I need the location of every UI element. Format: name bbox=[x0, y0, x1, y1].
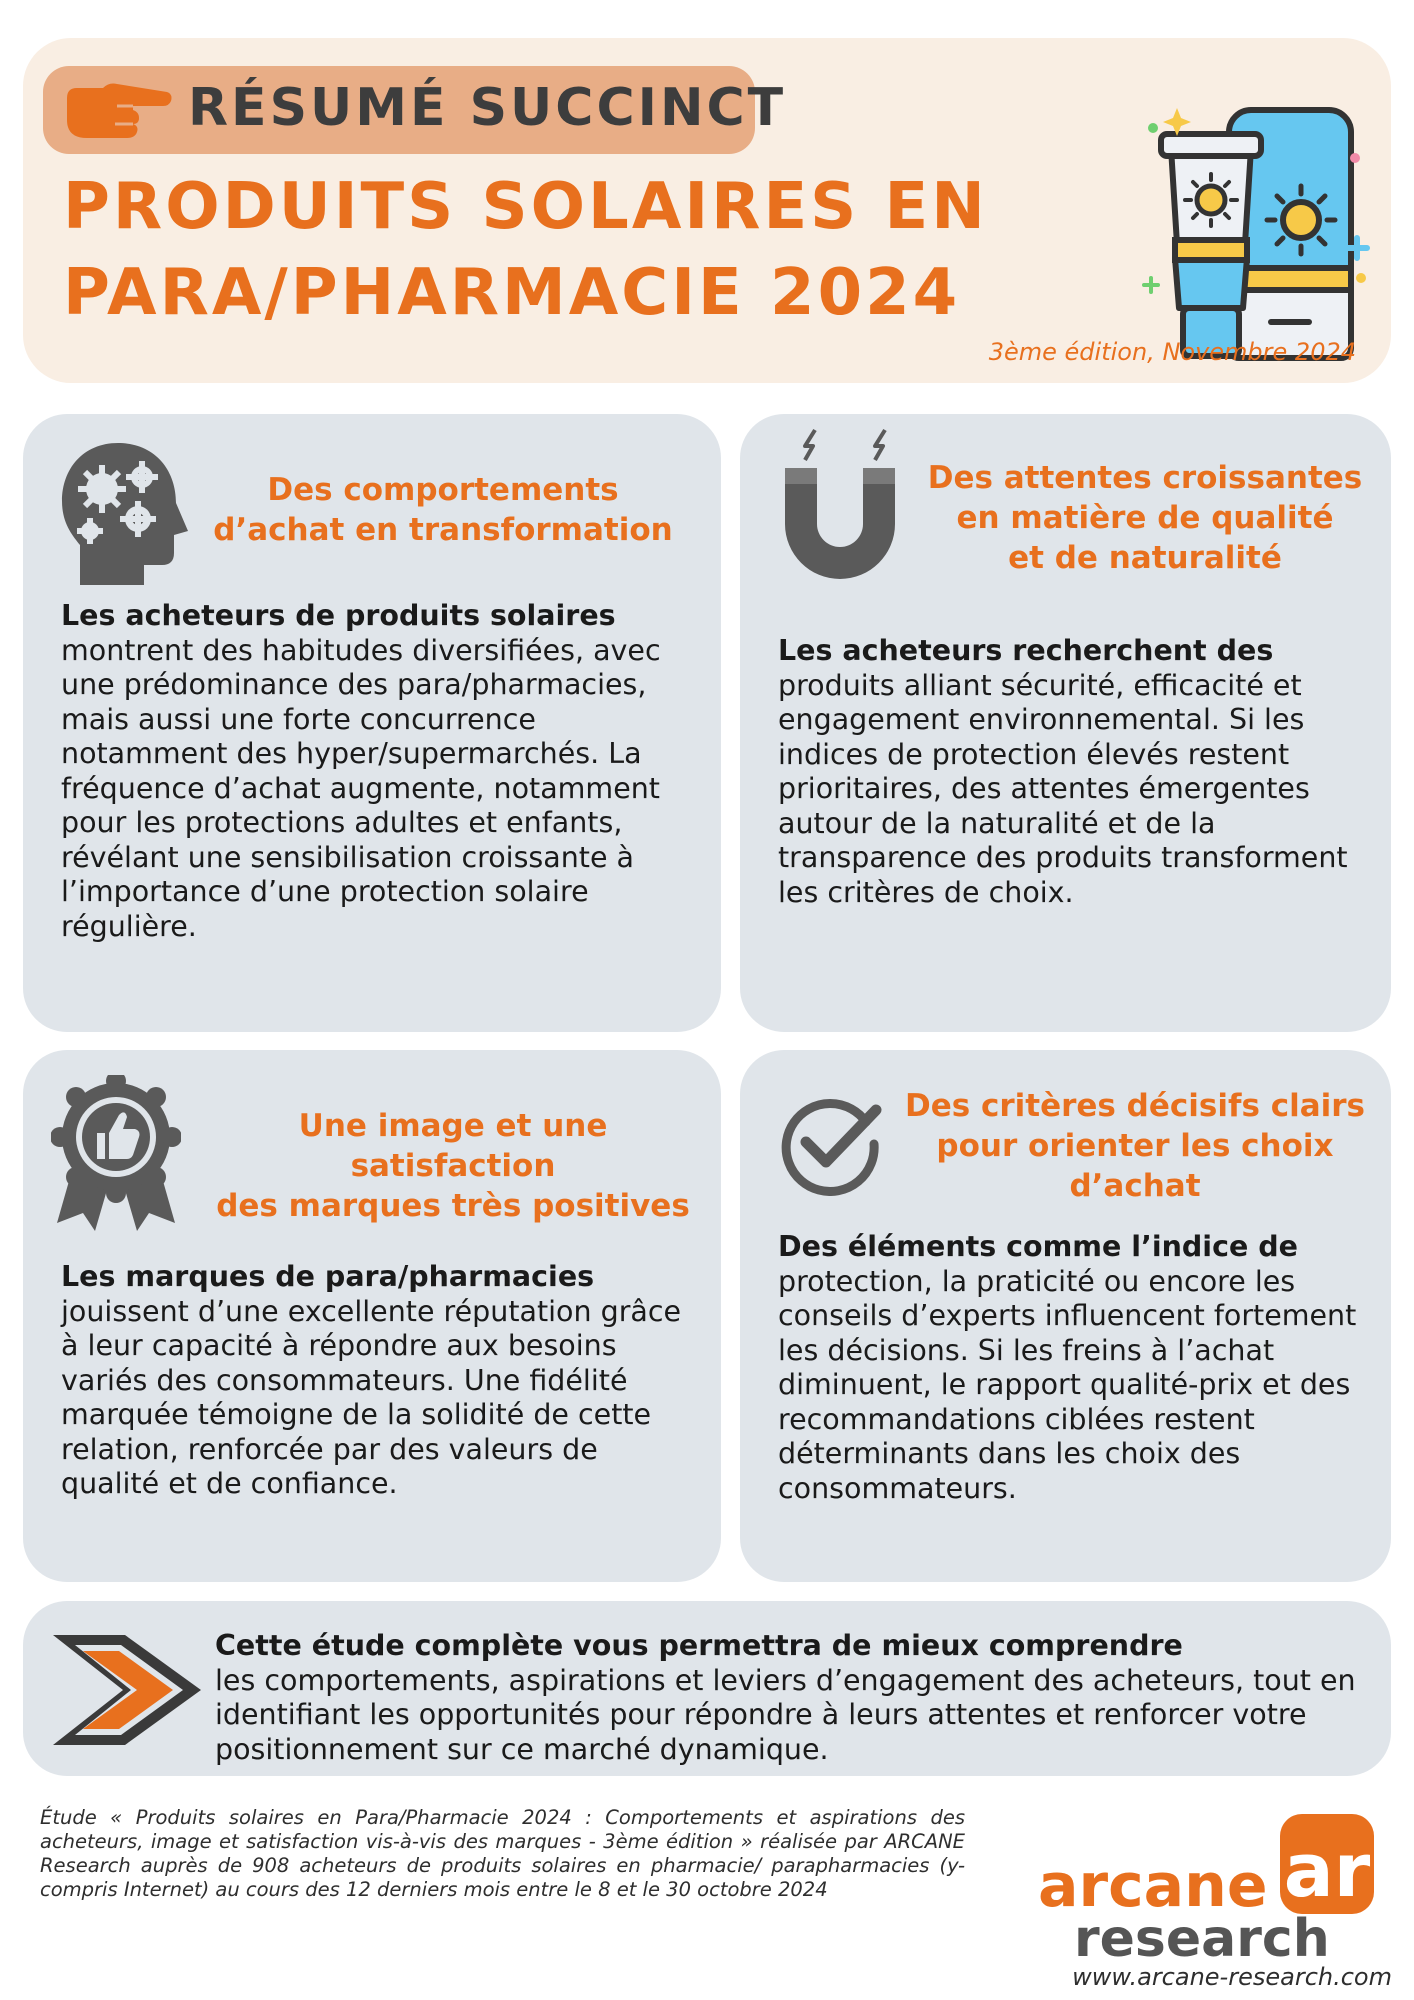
thumbs-up-badge-icon bbox=[51, 1075, 181, 1233]
card-decision-criteria-title: Des critères décisifs clairs pour orienter les choix d’achat bbox=[904, 1088, 1365, 1204]
arcane-research-logo bbox=[1038, 1810, 1378, 1975]
logo-word-research: research bbox=[1074, 1909, 1330, 1969]
logo-mark: ar bbox=[1283, 1828, 1371, 1914]
card-brand-image bbox=[23, 1050, 721, 1582]
study-footnote: Étude « Produits solaires en Para/Pharmacie 2024 : Comportements et aspirations des acheteurs, image et satisfaction vis-à-vis des marques - 3ème édition » réalisée par ARCANE Research auprès de 908 acheteurs de produits solaires en pharmacie/ parapharmacies (y-compris Internet) au cours des 12 derniers mois entre le 8 et le 30 octobre 2024 bbox=[40, 1806, 965, 1901]
summary-tag bbox=[43, 66, 787, 154]
page-title bbox=[63, 164, 1073, 336]
card-brand-image-lead: Les marques de para/pharmacies bbox=[61, 1260, 595, 1293]
conclusion-callout bbox=[23, 1601, 1391, 1776]
gears-head-icon bbox=[58, 439, 196, 589]
card-decision-criteria bbox=[740, 1050, 1391, 1582]
card-brand-image-text bbox=[61, 1260, 701, 1502]
page-title-line-1: PRODUITS SOLAIRES EN bbox=[63, 170, 988, 244]
card-quality-expectations bbox=[740, 414, 1391, 1032]
card-purchase-behaviour-text bbox=[61, 599, 701, 944]
check-circle-icon bbox=[778, 1092, 882, 1196]
conclusion-body: les comportements, aspirations et leviers d’engagement des acheteurs, tout en identifiant les opportunités pour répondre à leurs attentes et renforcer votre positionnement sur ce marché dynamique. bbox=[215, 1663, 1356, 1766]
conclusion-text bbox=[215, 1629, 1375, 1767]
card-decision-criteria-text bbox=[778, 1230, 1378, 1506]
website-link[interactable]: www.arcane-research.com bbox=[1072, 1963, 1392, 1991]
logo-word-arcane: arcane bbox=[1038, 1851, 1268, 1921]
card-decision-criteria-lead: Des éléments comme l’indice de bbox=[778, 1230, 1298, 1263]
header-banner bbox=[23, 38, 1391, 383]
edition-label: 3ème édition, Novembre 2024 bbox=[988, 338, 1356, 366]
page-title-line-2: PARA/PHARMACIE 2024 bbox=[63, 256, 961, 330]
card-quality-expectations-lead: Les acheteurs recherchent des bbox=[778, 634, 1274, 667]
conclusion-lead: Cette étude complète vous permettra de mieux comprendre bbox=[215, 1629, 1183, 1662]
pointing-hand-icon bbox=[63, 76, 173, 144]
card-quality-expectations-title: Des attentes croissantes en matière de qualité et de naturalité bbox=[927, 460, 1363, 576]
card-purchase-behaviour-lead: Les acheteurs de produits solaires bbox=[61, 599, 616, 632]
card-purchase-behaviour-title: Des comportements d’achat en transformation bbox=[213, 472, 673, 548]
card-brand-image-title: Une image et une satisfaction des marques très positives bbox=[216, 1108, 690, 1224]
card-brand-image-body: jouissent d’une excellente réputation grâce à leur capacité à répondre aux besoins variés des consommateurs. Une fidélité marquée témoigne de la solidité de cette relation, renforcée par des valeurs de qualité et de confiance. bbox=[61, 1294, 682, 1500]
chevron-arrow-icon bbox=[45, 1631, 210, 1749]
sunscreen-tubes-icon bbox=[1131, 68, 1371, 368]
card-purchase-behaviour-body: montrent des habitudes diversifiées, avec une prédominance des para/pharmacies, mais aussi une forte concurrence notamment des hyper/supermarchés. La fréquence d’achat augmente, notamment pour les protections adultes et enfants, révélant une sensibilisation croissante à l’importance d’une protection solaire régulière. bbox=[61, 633, 661, 943]
card-quality-expectations-text bbox=[778, 634, 1378, 910]
card-quality-expectations-body: produits alliant sécurité, efficacité et engagement environnemental. Si les indices de protection élevés restent prioritaires, des attentes émergentes autour de la naturalité et de la transparence des produits transforment les critères de choix. bbox=[778, 668, 1348, 909]
summary-tag-label: RÉSUMÉ SUCCINCT bbox=[188, 78, 787, 138]
card-purchase-behaviour bbox=[23, 414, 721, 1032]
card-decision-criteria-body: protection, la praticité ou encore les conseils d’experts influencent fortement les décisions. Si les freins à l’achat diminuent, le rapport qualité-prix et des recommandations ciblées restent déterminants dans les choix des consommateurs. bbox=[778, 1264, 1357, 1505]
magnet-icon bbox=[775, 424, 905, 584]
